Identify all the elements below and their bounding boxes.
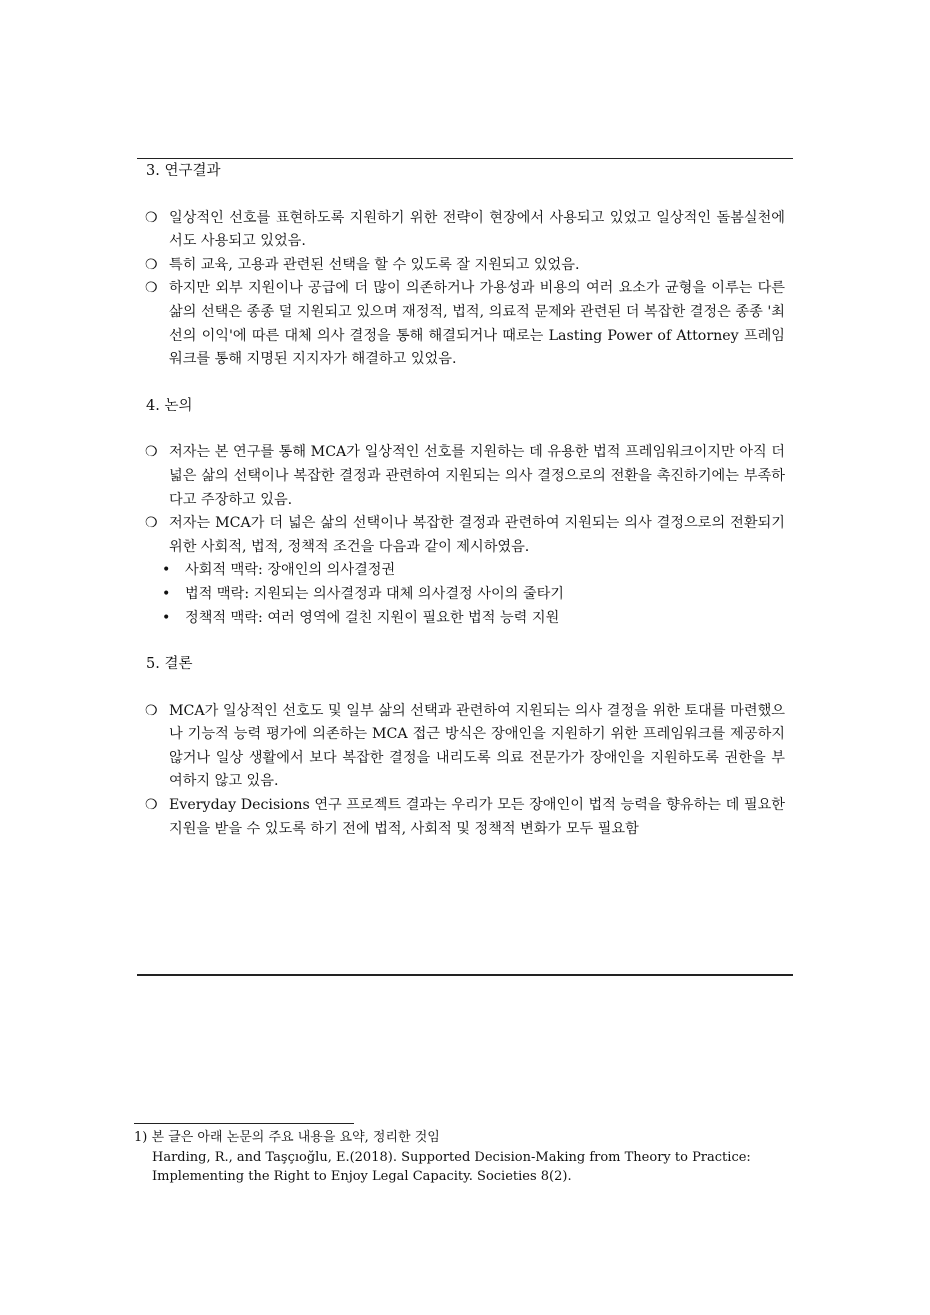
dot-bullet-icon: • [162, 585, 171, 602]
circle-bullet-icon: ❍ [145, 515, 158, 532]
list-item [137, 512, 793, 559]
list-item-text: 특히 교육, 고용과 관련된 선택을 할 수 있도록 잘 지원되고 있었음. [169, 256, 580, 273]
footnote-note: 1) 본 글은 아래 논문의 주요 내용을 요약, 정리한 것임 [134, 1130, 440, 1145]
list-item [137, 441, 793, 512]
list-item [137, 277, 793, 371]
conclusion-list [137, 700, 793, 842]
discussion-list [137, 441, 793, 630]
list-item-text: MCA가 일상적인 선호도 및 일부 삶의 선택과 관련하여 지원되는 의사 결정을 위한 토대를 마련했으나 기능적 능력 평가에 의존하는 MCA 접근 방식은 장애인을 지원하기 위한 프레임워크를 제공하지 않거나 일상 생활에서 보다 복잡한 결정을 내리도록 의료 전문가가 장애인을 지원하도록 권한을 부여하지 않고 있음. [169, 702, 785, 790]
circle-bullet-icon: ❍ [145, 280, 158, 297]
dot-bullet-icon: • [162, 609, 171, 626]
list-item-text: 일상적인 선호를 표현하도록 지원하기 위한 전략이 현장에서 사용되고 있었고 일상적인 돌봄실천에서도 사용되고 있었음. [169, 209, 785, 250]
footnote-separator [134, 1123, 354, 1124]
sub-list-item [137, 559, 793, 583]
circle-bullet-icon: ❍ [145, 209, 158, 226]
circle-bullet-icon: ❍ [145, 444, 158, 461]
section-title-conclusion: 5. 결론 [146, 656, 193, 673]
sub-list-item-text: 사회적 맥락: 장애인의 의사결정권 [185, 562, 396, 579]
list-item-text: 저자는 MCA가 더 넓은 삶의 선택이나 복잡한 결정과 관련하여 지원되는 의사 결정으로의 전환되기 위한 사회적, 법적, 정책적 조건을 다음과 같이 제시하였음. [169, 515, 785, 555]
sub-list-item-text: 정책적 맥락: 여러 영역에 걸친 지원이 필요한 법적 능력 지원 [185, 609, 560, 626]
results-list [137, 207, 793, 372]
sub-list-item-text: 법적 맥락: 지원되는 의사결정과 대체 의사결정 사이의 줄타기 [185, 585, 564, 602]
bottom-rule [137, 974, 793, 976]
report-body [137, 160, 793, 841]
footnote-citation-line-2: Implementing the Right to Enjoy Legal Capacity. Societies 8(2). [152, 1169, 572, 1185]
section-title-results: 3. 연구결과 [146, 163, 221, 179]
list-item [137, 700, 793, 794]
list-item-text: 하지만 외부 지원이나 공급에 더 많이 의존하거나 가용성과 비용의 여러 요소가 균형을 이루는 다른 삶의 선택은 종종 덜 지원되고 있으며 재정적, 법적, 의료적 문제와 관련된 더 복잡한 결정은 종종 '최선의 이익'에 따른 대체 의사 결정을 통해 해결되거나 때로는 Lasting Power of Attorney 프레임워크를 통해 지명된 지지자가 해결하고 있었음. [169, 280, 785, 368]
dot-bullet-icon: • [162, 562, 171, 579]
list-item-text: 저자는 본 연구를 통해 MCA가 일상적인 선호를 지원하는 데 유용한 법적 프레임워크이지만 아직 더 넓은 삶의 선택이나 복잡한 결정과 관련하여 지원되는 의사 결정으로의 전환을 촉진하기에는 부족하다고 주장하고 있음. [169, 444, 785, 508]
circle-bullet-icon: ❍ [145, 797, 158, 814]
top-rule [137, 158, 793, 159]
circle-bullet-icon: ❍ [145, 256, 158, 273]
list-item-text: Everyday Decisions 연구 프로젝트 결과는 우리가 모든 장애인이 법적 능력을 향유하는 데 필요한 지원을 받을 수 있도록 하기 전에 법적, 사회적 및 정책적 변화가 모두 필요함 [169, 797, 785, 837]
footnote [134, 1128, 804, 1187]
footnote-citation-line-1: Harding, R., and Taşçıoğlu, E.(2018). Supported Decision-Making from Theory to Practice: [152, 1149, 751, 1165]
sub-list-item [137, 607, 793, 631]
circle-bullet-icon: ❍ [145, 702, 158, 719]
list-item [137, 254, 793, 278]
sub-list-item [137, 583, 793, 607]
list-item [137, 794, 793, 841]
list-item [137, 207, 793, 254]
section-title-discussion: 4. 논의 [146, 397, 193, 414]
